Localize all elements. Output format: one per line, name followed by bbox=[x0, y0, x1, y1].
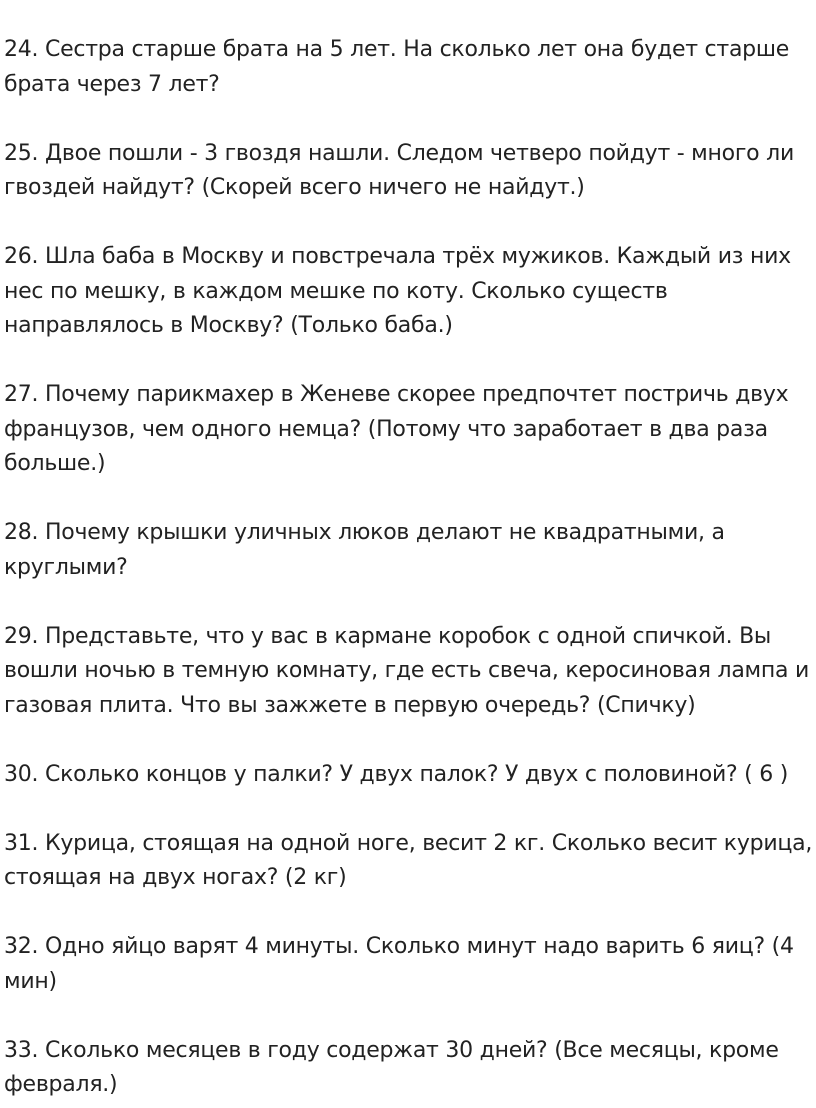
puzzle-line: нес по мешку, в каждом мешке по коту. Сколько существ bbox=[4, 278, 668, 304]
puzzle-26 bbox=[4, 240, 816, 344]
puzzle-line: 28. Почему крышки уличных люков делают не квадратными, а bbox=[4, 520, 725, 545]
puzzle-33 bbox=[4, 1034, 816, 1103]
puzzle-line: 32. Одно яйцо варят 4 минуты. Сколько минут надо варить 6 яиц? (4 bbox=[4, 934, 794, 959]
puzzle-line: брата через 7 лет? bbox=[4, 71, 220, 97]
puzzle-line: французов, чем одного немца? (Потому что заработает в два раза bbox=[4, 416, 768, 442]
puzzle-line: 24. Сестра старше брата на 5 лет. На сколько лет она будет старше bbox=[4, 37, 790, 62]
puzzle-29 bbox=[4, 620, 816, 724]
puzzle-line: 33. Сколько месяцев в году содержат 30 дней? (Все месяцы, кроме bbox=[4, 1037, 779, 1063]
puzzle-31 bbox=[4, 827, 816, 896]
puzzle-line: стоящая на двух ногах? (2 кг) bbox=[4, 865, 347, 890]
puzzle-line: февраля.) bbox=[4, 1072, 118, 1097]
puzzle-line: больше.) bbox=[4, 451, 106, 476]
puzzle-25 bbox=[4, 137, 816, 206]
puzzle-line: мин) bbox=[4, 968, 57, 994]
puzzle-30 bbox=[4, 758, 816, 793]
puzzle-line: газовая плита. Что вы зажжете в первую очередь? (Спичку) bbox=[4, 692, 696, 718]
puzzle-line: 25. Двое пошли - 3 гвоздя нашли. Следом четверо пойдут - много ли bbox=[4, 140, 794, 166]
puzzle-line: направлялось в Москву? (Только баба.) bbox=[4, 313, 453, 338]
puzzle-line: 31. Курица, стоящая на одной ноге, весит 2 кг. Сколько весит курица, bbox=[4, 830, 813, 856]
puzzle-27 bbox=[4, 378, 816, 482]
puzzle-28 bbox=[4, 516, 816, 585]
puzzle-line: 27. Почему парикмахер в Женеве скорее предпочтет постричь двух bbox=[4, 382, 789, 407]
puzzle-line: 30. Сколько концов у палки? У двух палок? У двух с половиной? ( 6 ) bbox=[4, 761, 789, 787]
puzzle-24 bbox=[4, 33, 816, 102]
puzzle-line: 29. Представьте, что у вас в кармане коробок с одной спичкой. Вы bbox=[4, 623, 772, 649]
puzzle-line: круглыми? bbox=[4, 554, 128, 580]
puzzle-line: 26. Шла баба в Москву и повстречала трёх мужиков. Каждый из них bbox=[4, 244, 791, 269]
puzzle-32 bbox=[4, 930, 816, 999]
puzzle-line: гвоздей найдут? (Скорей всего ничего не найдут.) bbox=[4, 175, 585, 200]
puzzle-line: вошли ночью в темную комнату, где есть свеча, керосиновая лампа и bbox=[4, 658, 810, 683]
